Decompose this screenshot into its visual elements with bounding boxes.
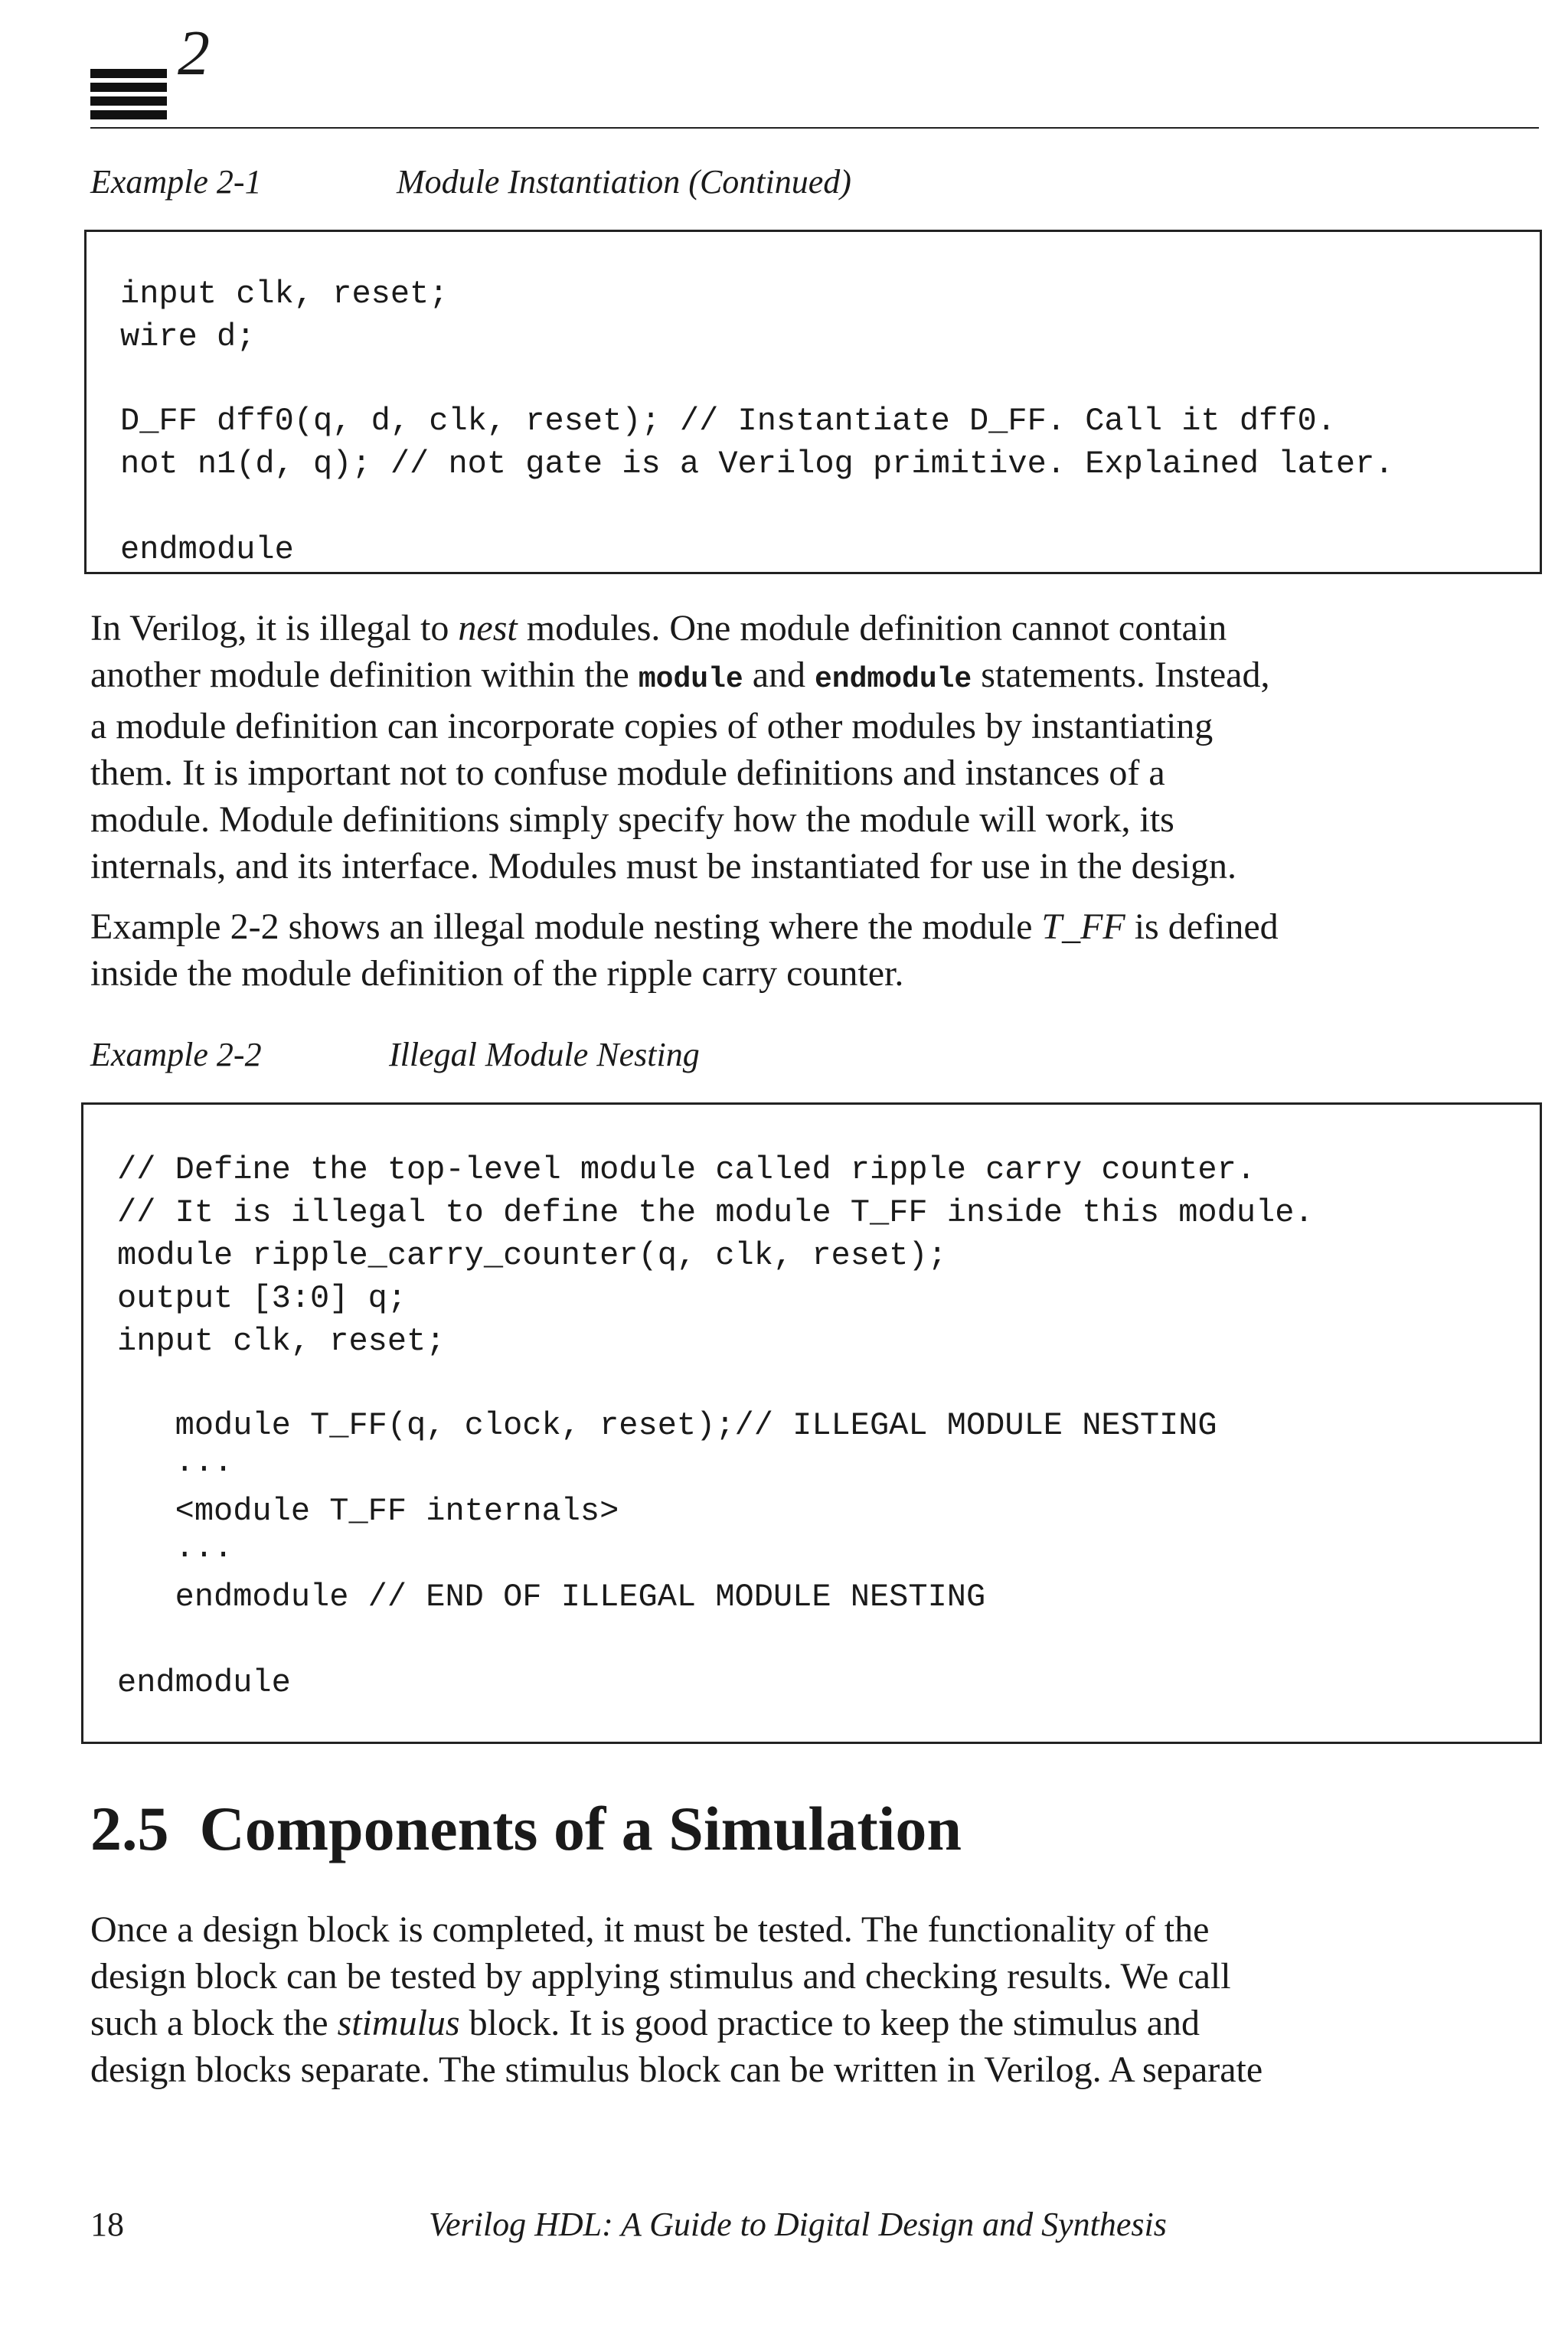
example-2-2-caption	[90, 1035, 1009, 1081]
text-run: and	[743, 655, 815, 695]
code-line: not n1(d, q); // not gate is a Verilog primitive. Explained later.	[120, 446, 1394, 482]
text-line: a module definition can incorporate copies of other modules by instantiating	[90, 706, 1214, 746]
code-line: endmodule // END OF ILLEGAL MODULE NESTING	[117, 1579, 986, 1615]
chapter-number: 2	[178, 18, 210, 89]
text-run: statements. Instead,	[972, 655, 1270, 695]
text-run: Example 2-2 shows an illegal module nesting where the module	[90, 906, 1042, 947]
code-line: D_FF dff0(q, d, clk, reset); // Instantiate D_FF. Call it dff0.	[120, 403, 1336, 439]
code-line: output [3:0] q;	[117, 1280, 407, 1317]
page-number: 18	[90, 2206, 124, 2243]
text-line: design block can be tested by applying stimulus and checking results. We call	[90, 1956, 1231, 1997]
text-line: design blocks separate. The stimulus block can be written in Verilog. A separate	[90, 2049, 1263, 2090]
code-line: // It is illegal to define the module T_FF inside this module.	[117, 1194, 1314, 1231]
emphasis-text: T_FF	[1041, 906, 1125, 947]
code-line: input clk, reset;	[117, 1323, 446, 1360]
example-title: Module Instantiation (Continued)	[397, 163, 851, 201]
code-line: endmodule	[120, 531, 294, 568]
keyword-module: module	[638, 663, 743, 696]
code-line: module ripple_carry_counter(q, clk, reset);	[117, 1237, 947, 1274]
keyword-endmodule: endmodule	[815, 663, 972, 696]
text-line: module. Module definitions simply specify how the module will work, its	[90, 799, 1174, 840]
text-line: them. It is important not to confuse module definitions and instances of a	[90, 753, 1165, 793]
text-run: another module definition within the	[90, 655, 639, 695]
header-rule	[90, 127, 1539, 129]
text-run: modules. One module definition cannot contain	[517, 608, 1227, 648]
example-label: Example 2-2	[90, 1036, 262, 1073]
body-paragraph	[90, 903, 1545, 997]
footer-book-title: Verilog HDL: A Guide to Digital Design and Synthesis	[429, 2206, 1167, 2243]
example-2-1-caption	[90, 162, 1009, 208]
code-line: endmodule	[117, 1664, 291, 1701]
text-run: block. It is good practice to keep the stimulus and	[459, 2003, 1200, 2043]
text-run: is defined	[1125, 906, 1279, 947]
code-line: ...	[117, 1444, 234, 1481]
code-line: wire d;	[120, 318, 256, 355]
code-line: input clk, reset;	[120, 276, 449, 312]
example-2-2-code-box	[81, 1102, 1542, 1744]
example-2-1-code-box	[84, 230, 1542, 574]
text-line: inside the module definition of the ripple carry counter.	[90, 953, 904, 994]
emphasis-text: nest	[458, 608, 518, 648]
emphasis-text: stimulus	[337, 2003, 460, 2043]
text-run: In Verilog, it is illegal to	[90, 608, 459, 648]
code-line: module T_FF(q, clock, reset);// ILLEGAL MODULE NESTING	[117, 1407, 1217, 1444]
section-heading	[90, 1794, 962, 1863]
section-number: 2.5	[90, 1794, 169, 1863]
code-line: <module T_FF internals>	[117, 1493, 619, 1530]
text-line: internals, and its interface. Modules must be instantiated for use in the design.	[90, 846, 1236, 887]
body-paragraph	[90, 1906, 1545, 2093]
code-line: // Define the top-level module called ripple carry counter.	[117, 1151, 1256, 1188]
code-line: ...	[117, 1530, 234, 1566]
example-label: Example 2-1	[90, 163, 262, 201]
text-line: Once a design block is completed, it must be tested. The functionality of the	[90, 1909, 1210, 1950]
chapter-marker-icon	[90, 29, 173, 103]
example-title: Illegal Module Nesting	[389, 1036, 700, 1073]
body-paragraph	[90, 605, 1545, 890]
text-run: such a block the	[90, 2003, 338, 2043]
section-title: Components of a Simulation	[199, 1794, 962, 1863]
